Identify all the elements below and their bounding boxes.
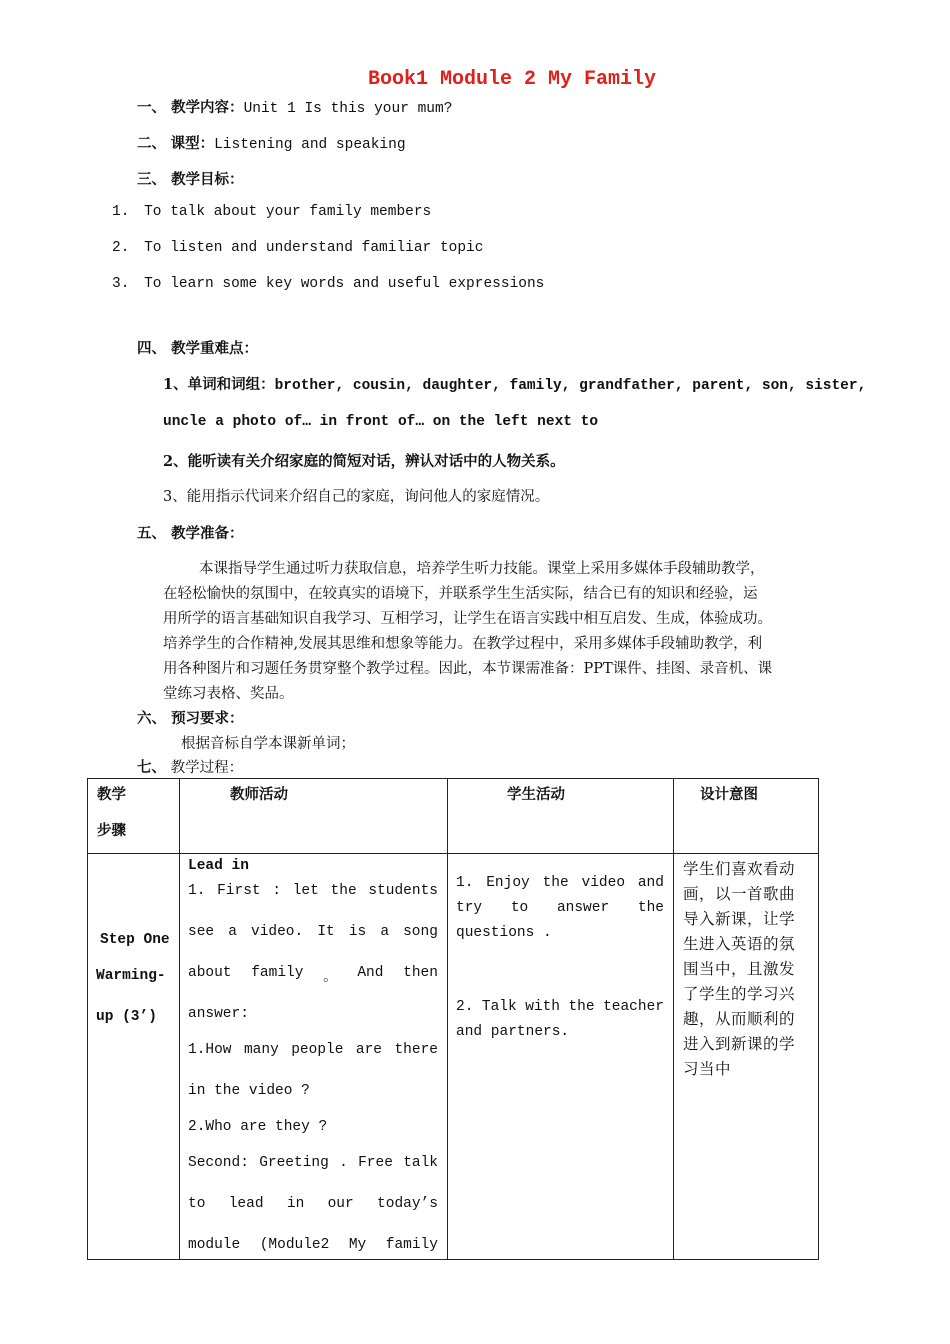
cell-word: 2.	[456, 999, 474, 1015]
section-4-number: 四、	[137, 340, 166, 357]
cell-line	[188, 1155, 438, 1171]
cell-word: see	[188, 924, 215, 940]
cell-word: Free	[358, 1155, 393, 1171]
cell-word: Talk	[481, 999, 517, 1015]
cell-word: :	[272, 883, 282, 899]
section-3-heading	[137, 168, 244, 189]
prep-line: 在轻松愉快的氛围中，在较真实的语境下，并联系学生生活实际，结合已有的知识和经验，运	[163, 586, 758, 602]
prep-line: 堂练习表格、奖品。	[163, 686, 294, 702]
goal-item: 3. To learn some key words and useful expressions	[112, 276, 545, 292]
cell-line	[456, 925, 552, 941]
cell-line	[188, 924, 438, 940]
step-cell: Step One Warming- up (3’)	[88, 854, 180, 1260]
table-header-row	[88, 779, 819, 854]
cell-word: 1.How	[188, 1042, 232, 1058]
cell-word: a	[380, 924, 390, 940]
cell-word: is	[348, 924, 367, 940]
section-2-label: 课型：	[170, 135, 215, 152]
cell-word: family	[385, 1237, 438, 1253]
section-2-value: Listening and speaking	[214, 137, 406, 153]
cell-word: the	[637, 900, 664, 916]
cell-line	[188, 965, 438, 986]
cell-word: to	[188, 1196, 206, 1212]
cell-word: 1.	[456, 875, 474, 891]
cell-word: video.	[251, 924, 304, 940]
cell-word: lead	[228, 1196, 264, 1212]
teacher-activity-cell	[180, 854, 448, 1260]
design-line: 围当中，且激发	[683, 960, 796, 978]
section-7-heading	[137, 756, 243, 777]
section-1-heading	[137, 96, 452, 117]
cell-word: video	[581, 875, 626, 891]
section-2-number: 二、	[137, 135, 166, 152]
cell-word: let	[292, 883, 319, 899]
section-6-number: 六、	[137, 710, 166, 727]
key-point-1: 1、单词和词组：brother, cousin, daughter, family, grandfather, parent, son, sister,	[163, 376, 867, 394]
section-7-number: 七、	[137, 759, 166, 776]
prep-line: 用所学的语言基础知识自我学习、互相学习，让学生在语言实践中相互启发、生成，体验成功。	[163, 611, 772, 627]
design-line: 趣，从而顺利的	[683, 1010, 796, 1028]
cell-word: the	[568, 999, 595, 1015]
cell-line	[188, 1006, 249, 1022]
cell-word: students	[368, 883, 438, 899]
prep-line: 用各种图片和习题任务贯穿整个教学过程。因此，本节课需准备：PPT课件、挂图、录音机、课	[163, 661, 773, 677]
section-4-label: 教学重难点：	[171, 340, 259, 357]
table-row	[88, 854, 819, 1260]
design-intent-cell	[674, 854, 819, 1260]
header-teacher: 教师活动	[180, 779, 448, 854]
cell-line	[456, 1024, 569, 1040]
design-line: 画，以一首歌曲	[683, 885, 796, 903]
cell-word: My	[348, 1237, 367, 1253]
cell-word: Second:	[188, 1155, 249, 1171]
cell-word: about	[188, 965, 232, 981]
section-6-label: 预习要求：	[171, 710, 244, 727]
section-1-label: 教学内容：	[171, 99, 244, 116]
cell-word: talk	[403, 1155, 438, 1171]
cell-line	[188, 1196, 438, 1212]
cell-word: And	[357, 965, 384, 981]
cell-line	[456, 999, 664, 1015]
cell-line	[188, 1237, 438, 1253]
page-title: Book1 Module 2 My Family	[367, 68, 657, 91]
cell-word: today’s	[377, 1196, 438, 1212]
cell-word: answer	[556, 900, 610, 916]
teacher-activity-title: Lead in	[188, 858, 249, 874]
header-design: 设计意图	[674, 779, 819, 854]
cell-word: our	[327, 1196, 354, 1212]
cell-word: a	[228, 924, 237, 940]
key-point-2: 2、能听读有关介绍家庭的简短对话，辨认对话中的人物关系。	[163, 453, 565, 470]
cell-word: and partners.	[456, 1024, 570, 1040]
header-student: 学生活动	[448, 779, 674, 854]
cell-word: are	[355, 1042, 383, 1058]
cell-word: .	[339, 1155, 348, 1171]
cell-line	[188, 1042, 438, 1058]
section-1-number: 一、	[137, 99, 166, 116]
cell-word: try	[456, 900, 483, 916]
key-point-3: 3、能用指示代词来介绍自己的家庭，询问他人的家庭情况。	[163, 489, 550, 505]
cell-word: many	[243, 1042, 279, 1058]
cell-word: 2.Who are they ?	[188, 1119, 328, 1135]
cell-word: then	[403, 965, 438, 981]
cell-word: with	[525, 999, 560, 1015]
cell-word: answer:	[188, 1006, 249, 1022]
cell-word: Enjoy	[486, 875, 530, 891]
cell-word: (Module2	[259, 1237, 330, 1253]
preview-requirement: 根据音标自学本课新单词；	[181, 736, 355, 752]
cell-word: song	[403, 924, 438, 940]
teaching-process-table	[87, 778, 819, 1260]
cell-word: in	[286, 1196, 305, 1212]
cell-word: in the video ?	[188, 1083, 310, 1099]
cell-line	[188, 1119, 327, 1135]
design-line: 学生们喜欢看动	[683, 860, 796, 878]
design-line: 了学生的学习兴	[683, 985, 796, 1003]
section-5-heading	[137, 522, 244, 543]
section-3-number: 三、	[137, 171, 166, 188]
goal-item: 1. To talk about your family members	[112, 204, 432, 220]
cell-word: family	[251, 965, 304, 981]
cell-word: 。	[323, 970, 338, 986]
cell-word: teacher	[603, 999, 664, 1015]
section-3-label: 教学目标：	[171, 171, 244, 188]
student-activity-cell	[448, 854, 674, 1260]
section-2-heading	[137, 132, 406, 153]
cell-word: the	[330, 883, 357, 899]
cell-word: people	[291, 1042, 344, 1058]
header-step: 教学 步骤	[88, 779, 180, 854]
cell-word: there	[394, 1042, 438, 1058]
section-6-heading	[137, 707, 244, 728]
section-1-value: Unit 1 Is this your mum?	[243, 101, 453, 117]
cell-line	[188, 1083, 310, 1099]
goal-item: 2. To listen and understand familiar topic	[112, 240, 484, 256]
prep-line: 培养学生的合作精神,发展其思维和想象等能力。在教学过程中，采用多媒体手段辅助教学，利	[163, 636, 763, 652]
cell-word: 1.	[188, 883, 206, 899]
section-7-label: 教学过程：	[170, 760, 244, 776]
cell-line	[456, 900, 664, 916]
cell-word: First	[217, 883, 261, 899]
cell-word: It	[317, 924, 335, 940]
prep-line: 本课指导学生通过听力获取信息，培养学生听力技能。课堂上采用多媒体手段辅助教学，	[199, 561, 765, 577]
cell-word: the	[542, 875, 569, 891]
design-line: 习当中	[683, 1060, 732, 1078]
design-line: 生进入英语的氛	[683, 935, 796, 953]
cell-word: to	[510, 900, 529, 916]
cell-word: questions .	[456, 925, 552, 941]
cell-word: Greeting	[259, 1155, 329, 1171]
cell-line	[188, 883, 438, 899]
key-point-1-phrases: uncle a photo of… in front of… on the left next to	[163, 414, 599, 430]
section-4-heading	[137, 337, 258, 358]
section-5-label: 教学准备：	[171, 525, 244, 542]
design-line: 进入到新课的学	[683, 1035, 796, 1053]
cell-line	[456, 875, 664, 891]
design-line: 导入新课，让学	[683, 910, 796, 928]
cell-word: and	[637, 875, 664, 891]
cell-word: module	[188, 1237, 241, 1253]
section-5-number: 五、	[137, 525, 166, 542]
